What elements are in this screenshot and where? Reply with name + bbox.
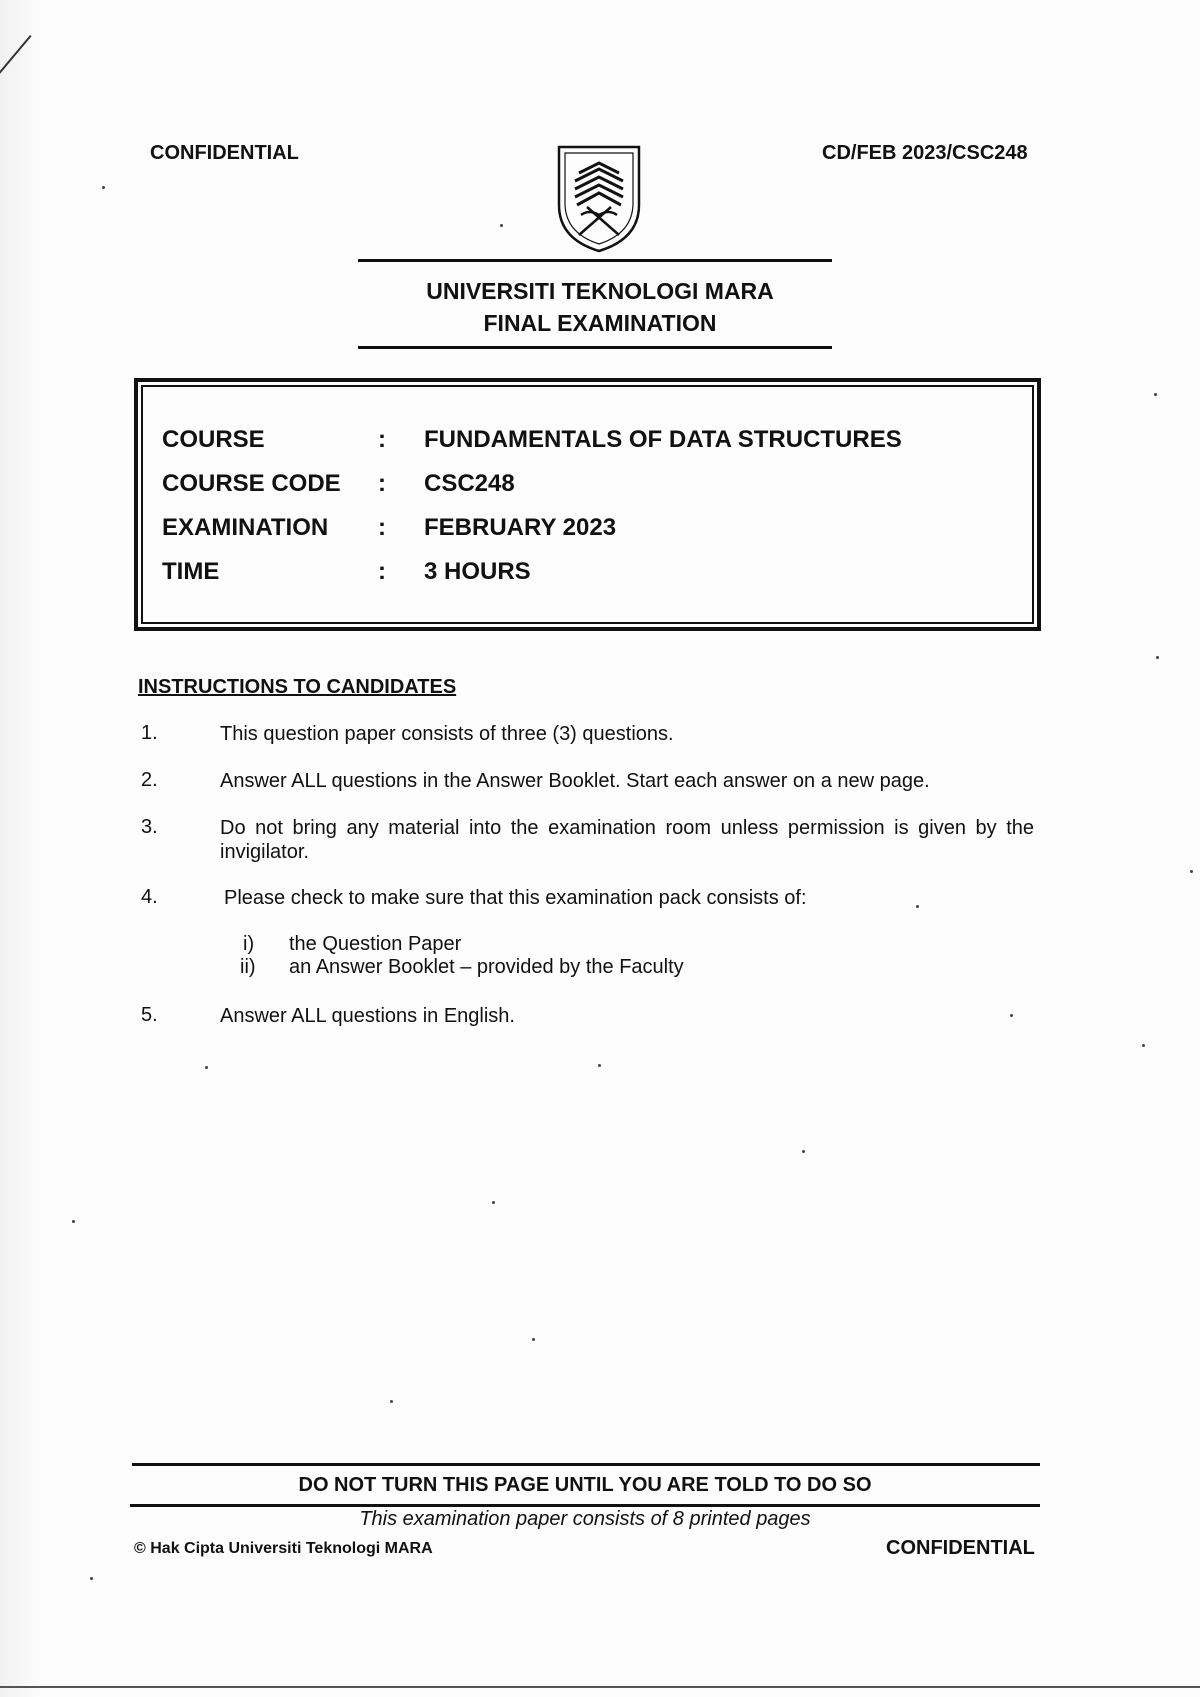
- title-top-rule: [358, 259, 832, 262]
- scan-speck: [916, 905, 919, 908]
- instruction-number: 1.: [141, 722, 158, 744]
- info-value-time: 3 HOURS: [424, 558, 531, 585]
- instruction-number: 3.: [141, 816, 158, 838]
- info-label-course: COURSE: [162, 426, 265, 453]
- sub-item-text-2: an Answer Booklet – provided by the Faculty: [289, 956, 684, 978]
- scan-speck: [598, 1064, 601, 1067]
- instruction-text-4: Please check to make sure that this examination pack consists of:: [224, 887, 807, 909]
- instruction-text-2: Answer ALL questions in the Answer Booklet. Start each answer on a new page.: [220, 770, 930, 792]
- sub-item-number: ii): [240, 956, 256, 978]
- footer-bottom-rule: [130, 1504, 1040, 1507]
- title-bottom-rule: [358, 346, 832, 349]
- footer-confidential-label: CONFIDENTIAL: [886, 1537, 1035, 1559]
- scan-speck: [802, 1150, 805, 1153]
- scan-speck: [390, 1400, 393, 1403]
- info-separator: :: [378, 470, 386, 497]
- sub-item-number: i): [243, 933, 255, 955]
- scan-shadow: [0, 0, 40, 1697]
- scan-speck: [500, 224, 503, 227]
- copyright-notice: © Hak Cipta Universiti Teknologi MARA: [134, 1540, 433, 1557]
- scan-speck: [492, 1201, 495, 1204]
- scan-speck: [1154, 393, 1157, 396]
- instruction-number: 2.: [141, 769, 158, 791]
- footer-page-count: This examination paper consists of 8 printed pages: [359, 1508, 811, 1530]
- instructions-title: INSTRUCTIONS TO CANDIDATES: [138, 676, 457, 698]
- scan-speck: [102, 186, 105, 189]
- info-separator: :: [378, 558, 386, 585]
- university-name: UNIVERSITI TEKNOLOGI MARA: [426, 278, 774, 304]
- scan-speck: [72, 1220, 75, 1223]
- scan-speck: [1010, 1014, 1013, 1017]
- instruction-number: 4.: [141, 886, 158, 908]
- header-confidential-label: CONFIDENTIAL: [150, 142, 299, 164]
- instruction-number: 5.: [141, 1004, 158, 1026]
- scan-speck: [1190, 870, 1193, 873]
- scan-speck: [1156, 656, 1159, 659]
- scan-speck: [532, 1338, 535, 1341]
- scan-speck: [90, 1577, 93, 1580]
- uitm-crest-icon: [555, 143, 643, 255]
- info-label-course-code: COURSE CODE: [162, 470, 341, 497]
- info-value-course: FUNDAMENTALS OF DATA STRUCTURES: [424, 426, 902, 453]
- exam-title: FINAL EXAMINATION: [483, 310, 717, 336]
- info-label-time: TIME: [162, 558, 220, 585]
- sub-item-text-1: the Question Paper: [289, 933, 462, 955]
- course-info-box: [134, 378, 1041, 631]
- info-value-course-code: CSC248: [424, 470, 515, 497]
- info-value-examination: FEBRUARY 2023: [424, 514, 617, 541]
- info-separator: :: [378, 514, 386, 541]
- instruction-text-5: Answer ALL questions in English.: [220, 1005, 515, 1027]
- info-label-examination: EXAMINATION: [162, 514, 329, 541]
- footer-warning: DO NOT TURN THIS PAGE UNTIL YOU ARE TOLD TO DO SO: [298, 1474, 872, 1496]
- footer-top-rule: [132, 1463, 1040, 1466]
- header-paper-code: CD/FEB 2023/CSC248: [822, 142, 1028, 164]
- scan-speck: [1142, 1044, 1145, 1047]
- instruction-text-1: This question paper consists of three (3) questions.: [220, 723, 674, 745]
- scan-edge-line: [0, 1686, 1200, 1688]
- scan-speck: [205, 1066, 208, 1069]
- instruction-text-3: Do not bring any material into the examination room unless permission is given by the invigilator.: [220, 817, 1034, 863]
- info-separator: :: [378, 426, 386, 453]
